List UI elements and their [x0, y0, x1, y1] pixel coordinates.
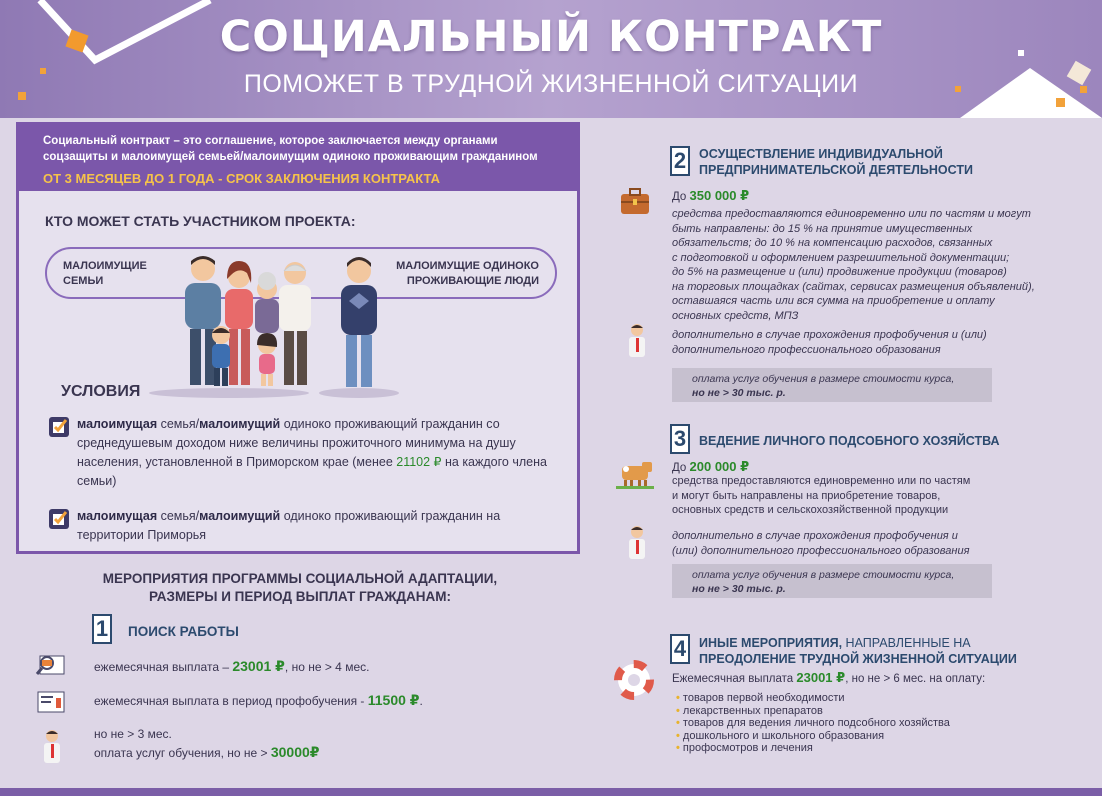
list-item: • товаров первой необходимости [676, 692, 950, 705]
person-icon [40, 728, 64, 768]
list-item: • профосмотров и лечения [676, 742, 950, 755]
section-4-payment: Ежемесячная выплата 23001 ₽, но не > 6 мес. на оплату: [672, 670, 986, 685]
section-3-training-box: оплата услуг обучения в размере стоимости курса, но не > 30 тыс. р. [672, 564, 992, 598]
page-title: СОЦИАЛЬНЫЙ КОНТРАКТ [219, 12, 883, 62]
briefcase-icon [618, 186, 652, 216]
section-4-list [676, 692, 950, 755]
condition-item-2: малоимущая семья/малоимущий одиноко проживающий гражданин на территории Приморья [49, 507, 559, 545]
definition-text: Социальный контракт – это соглашение, которое заключается между органами соцзащиты и малоимущей семьей/малоимущим одиноко проживающим гражданином [43, 135, 538, 163]
section-2-amount: До 350 000 ₽ [672, 188, 750, 203]
checkbox-icon [49, 509, 69, 529]
section-4-number: 4 [670, 634, 690, 664]
bottom-bar [0, 788, 1102, 796]
header-banner [0, 0, 1102, 118]
low-income-families-label: МАЛОИМУЩИЕ СЕМЬИ [63, 260, 147, 287]
section-3-description: средства предоставляются единовременно или по частям и могут быть направлены на приобретение товаров, основных средств и сельскохозяйственной продукции [672, 475, 971, 516]
section-2-title: ОСУЩЕСТВЛЕНИЕ ИНДИВИДУАЛЬНОЙ ПРЕДПРИНИМАТЕЛЬСКОЙ ДЕЯТЕЛЬНОСТИ [699, 147, 973, 177]
person-icon [625, 524, 649, 564]
section-1-title: ПОИСК РАБОТЫ [128, 624, 239, 639]
measures-title: МЕРОПРИЯТИЯ ПРОГРАММЫ СОЦИАЛЬНОЙ АДАПТАЦИИ, РАЗМЕРЫ И ПЕРИОД ВЫПЛАТ ГРАЖДАНАМ: [102, 571, 498, 604]
person-icon [625, 322, 649, 362]
job-search-icon [34, 652, 66, 680]
training-board-icon [36, 688, 66, 716]
section-4-title: ИНЫЕ МЕРОПРИЯТИЯ, НАПРАВЛЕННЫЕ НА ПРЕОДОЛЕНИЕ ТРУДНОЙ ЖИЗНЕННОЙ СИТУАЦИИ [699, 636, 1017, 666]
section-3-number: 3 [670, 424, 690, 454]
contract-term: ОТ 3 МЕСЯЦЕВ ДО 1 ГОДА - СРОК ЗАКЛЮЧЕНИЯ КОНТРАКТА [43, 171, 440, 186]
participants-title: КТО МОЖЕТ СТАТЬ УЧАСТНИКОМ ПРОЕКТА: [45, 213, 356, 229]
section-1-number: 1 [92, 614, 112, 644]
page-subtitle: ПОМОЖЕТ В ТРУДНОЙ ЖИЗНЕННОЙ СИТУАЦИИ [243, 70, 859, 98]
condition-item-1: малоимущая семья/малоимущий одиноко проживающий гражданин со среднедушевым доходом ниже величины прожиточного минимума на душу населения, установленной в Приморском крае (менее 21102 ₽ на каждого члена семьи) [49, 415, 559, 491]
section-2-extra: дополнительно в случае прохождения профобучения и (или) дополнительного профессионального образования [672, 329, 987, 356]
conditions-title: УСЛОВИЯ [61, 383, 141, 400]
section-3-title: ВЕДЕНИЕ ЛИЧНОГО ПОДСОБНОГО ХОЗЯЙСТВА [699, 434, 1000, 448]
intro-block [19, 125, 577, 191]
section-1-payment-2: ежемесячная выплата в период профобучения - 11500 ₽. [94, 692, 423, 708]
checkbox-icon [49, 417, 69, 437]
lifebuoy-icon [614, 660, 654, 700]
section-2-description: средства предоставляются единовременно или по частям и могут быть направлены: до 15 % на принятие имущественных обязательств; до 10 % на компенсацию расходов, связанных с подготовкой и оформлением разрешительной документации; до 5% на размещение и (или) продвижение продукции (товаров) на торговых площадках (сайтах, сервисах размещения объявлений), оставшаяся часть или вся сумма на приобретение и оплату основных средств, МПЗ [672, 208, 1035, 322]
single-persons-label: МАЛОИМУЩИЕ ОДИНОКО ПРОЖИВАЮЩИЕ ЛЮДИ [396, 260, 539, 287]
eligibility-panel [16, 122, 580, 554]
section-2-training-box: оплата услуг обучения в размере стоимости курса, но не > 30 тыс. р. [672, 368, 992, 402]
list-item: • товаров для ведения личного подсобного хозяйства [676, 717, 950, 730]
section-1-payment-1: ежемесячная выплата – 23001 ₽, но не > 4 мес. [94, 658, 370, 674]
list-item: • лекарственных препаратов [676, 705, 950, 718]
list-item: • дошкольного и школьного образования [676, 730, 950, 743]
family-illustration [149, 253, 449, 399]
cow-icon [616, 458, 654, 490]
section-2-number: 2 [670, 146, 690, 176]
section-1-payment-3: но не > 3 мес. оплата услуг обучения, но не > 30000₽ [94, 727, 320, 760]
section-3-amount: До 200 000 ₽ [672, 459, 750, 474]
section-3-extra: дополнительно в случае прохождения профобучения и (или) дополнительного профессионального образования [672, 530, 970, 557]
